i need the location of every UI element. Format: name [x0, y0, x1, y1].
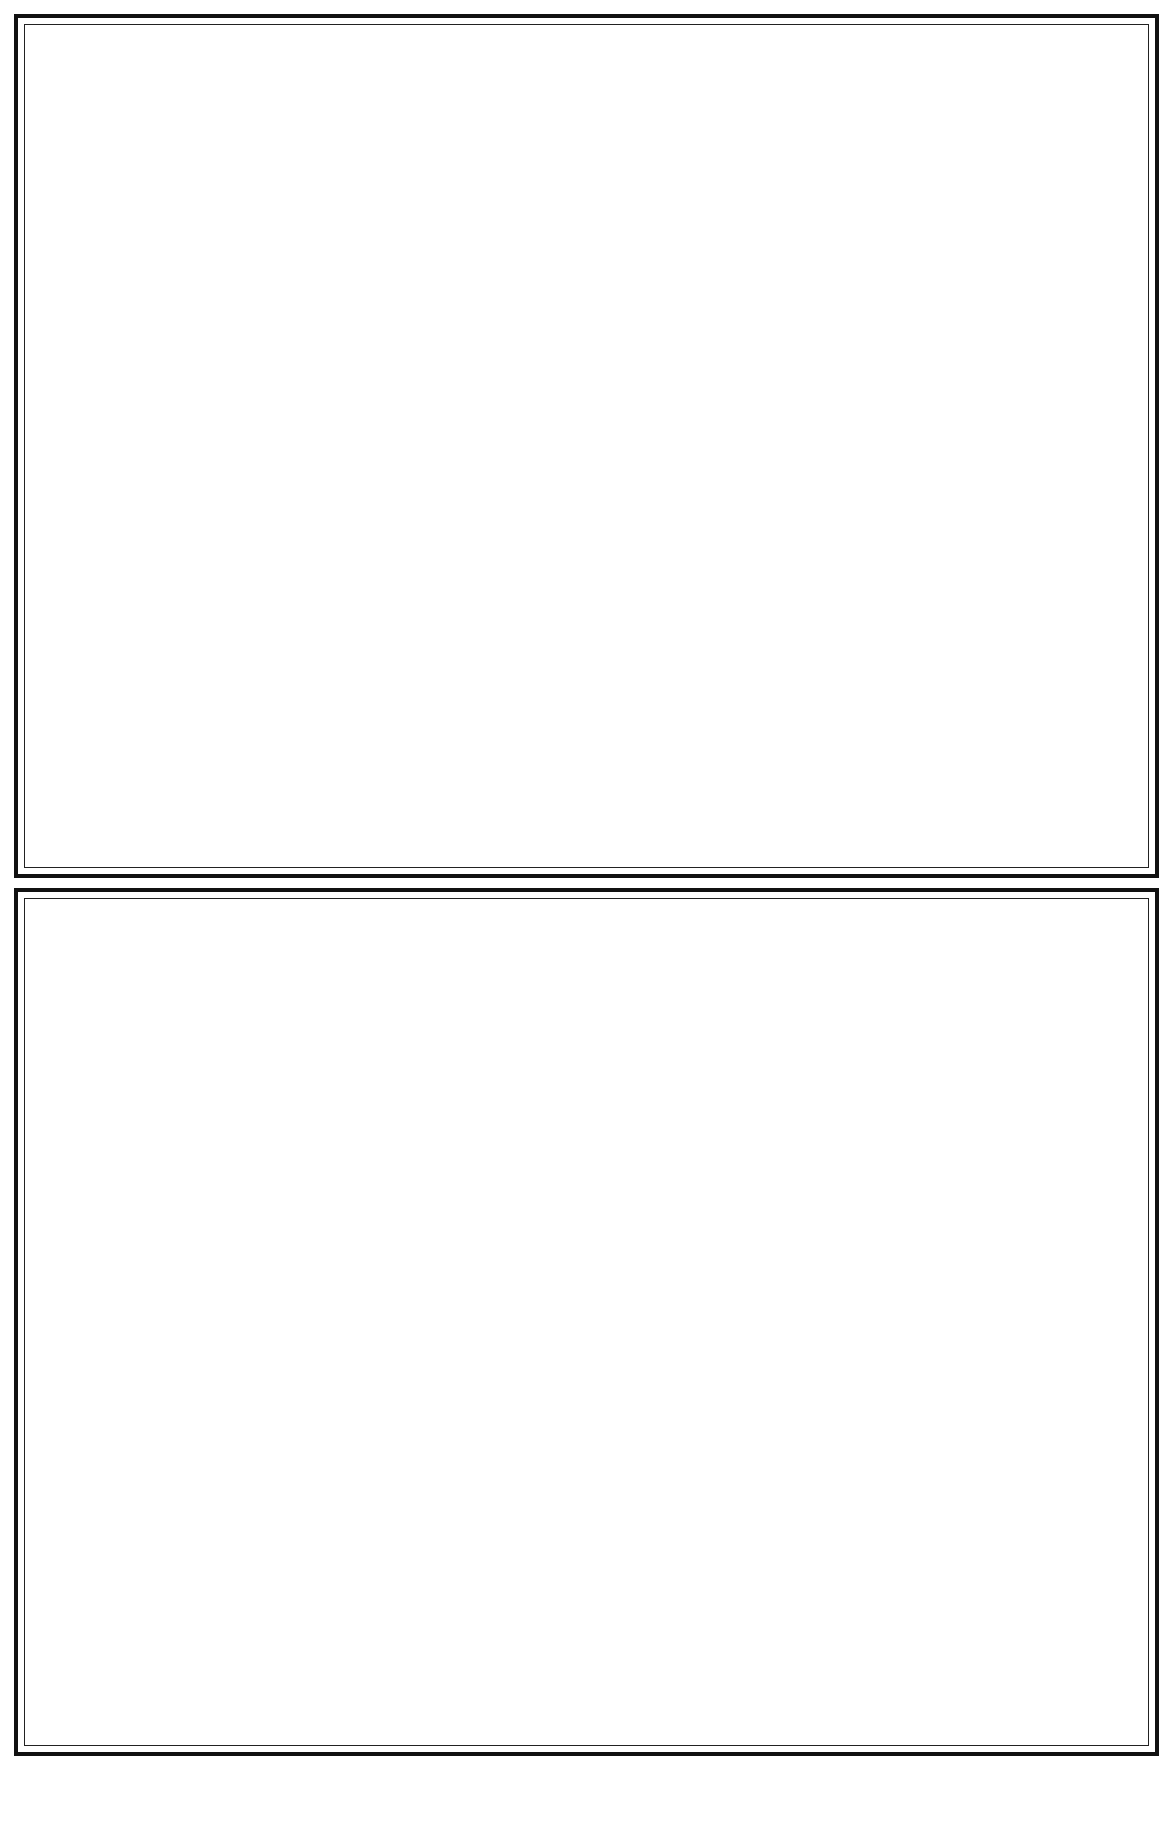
lower-page: [14, 888, 1159, 1756]
lower-columns: [25, 899, 1148, 1745]
upper-page-frame: [24, 24, 1149, 868]
upper-page: [14, 14, 1159, 878]
lower-page-frame: [24, 898, 1149, 1746]
upper-columns: [25, 25, 1148, 867]
